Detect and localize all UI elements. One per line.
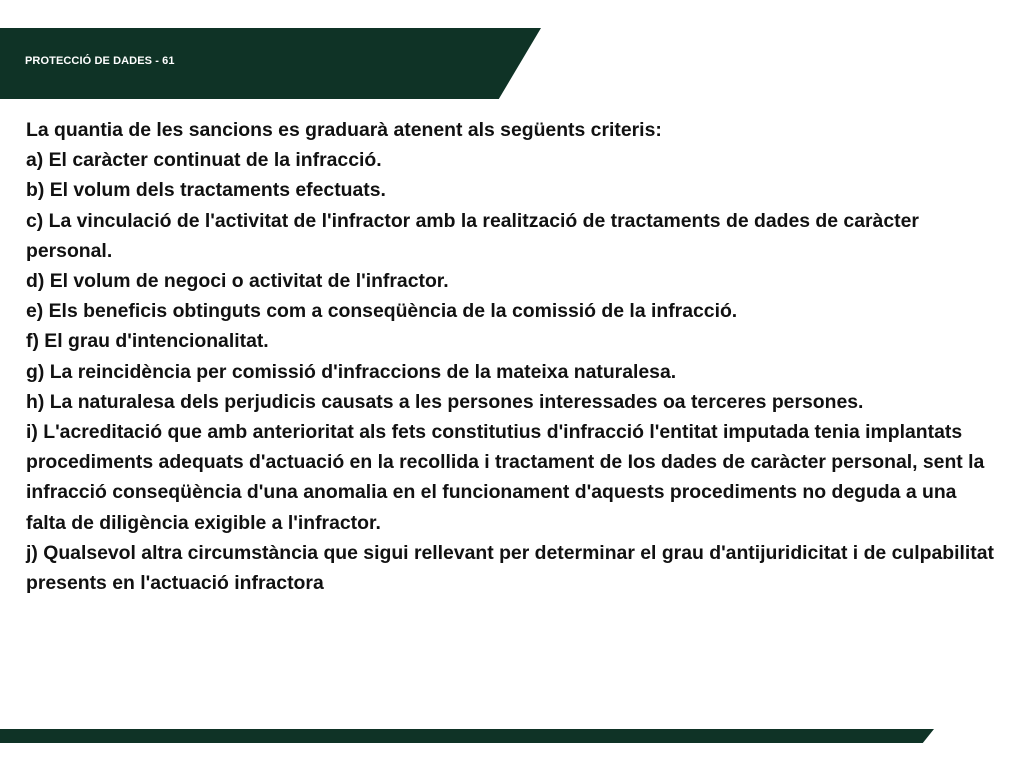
slide-body <box>26 115 1001 598</box>
criterion-h: h) La naturalesa dels perjudicis causats a les persones interessades oa terceres persones. <box>26 390 864 413</box>
criterion-d: d) El volum de negoci o activitat de l'infractor. <box>26 270 449 293</box>
slide-header-title: PROTECCIÓ DE DADES - 61 <box>25 55 175 67</box>
criterion-g: g) La reincidència per comissió d'infraccions de la mateixa naturalesa. <box>26 360 677 383</box>
criterion-f: f) El grau d'intencionalitat. <box>26 330 269 353</box>
criterion-a: a) El caràcter continuat de la infracció. <box>26 149 382 172</box>
criterion-e: e) Els beneficis obtinguts com a conseqüència de la comissió de la infracció. <box>26 300 738 323</box>
criterion-i: i) L'acreditació que amb anterioritat als fets constitutius d'infracció l'entitat imputada tenia implantats procediments adequats d'actuació en la recollida i tractament de Ios dades de caràcter personal, sent la infracció conseqüència d'una anomalia en el funcionament d'aquests procediments no deguda a una falta de diligència exigible a l'infractor. <box>26 421 985 534</box>
criterion-c: c) La vinculació de l'activitat de l'infractor amb la realització de tractaments de dades de caràcter personal. <box>26 209 919 262</box>
footer-banner <box>0 729 934 743</box>
criterion-j: j) Qualsevol altra circumstància que sigui rellevant per determinar el grau d'antijuridicitat i de culpabilitat presents en l'actuació infractora <box>26 541 994 595</box>
criteria-intro: La quantia de les sancions es graduarà atenent als següents criteris: <box>26 119 662 141</box>
criterion-b: b) El volum dels tractaments efectuats. <box>26 179 386 202</box>
